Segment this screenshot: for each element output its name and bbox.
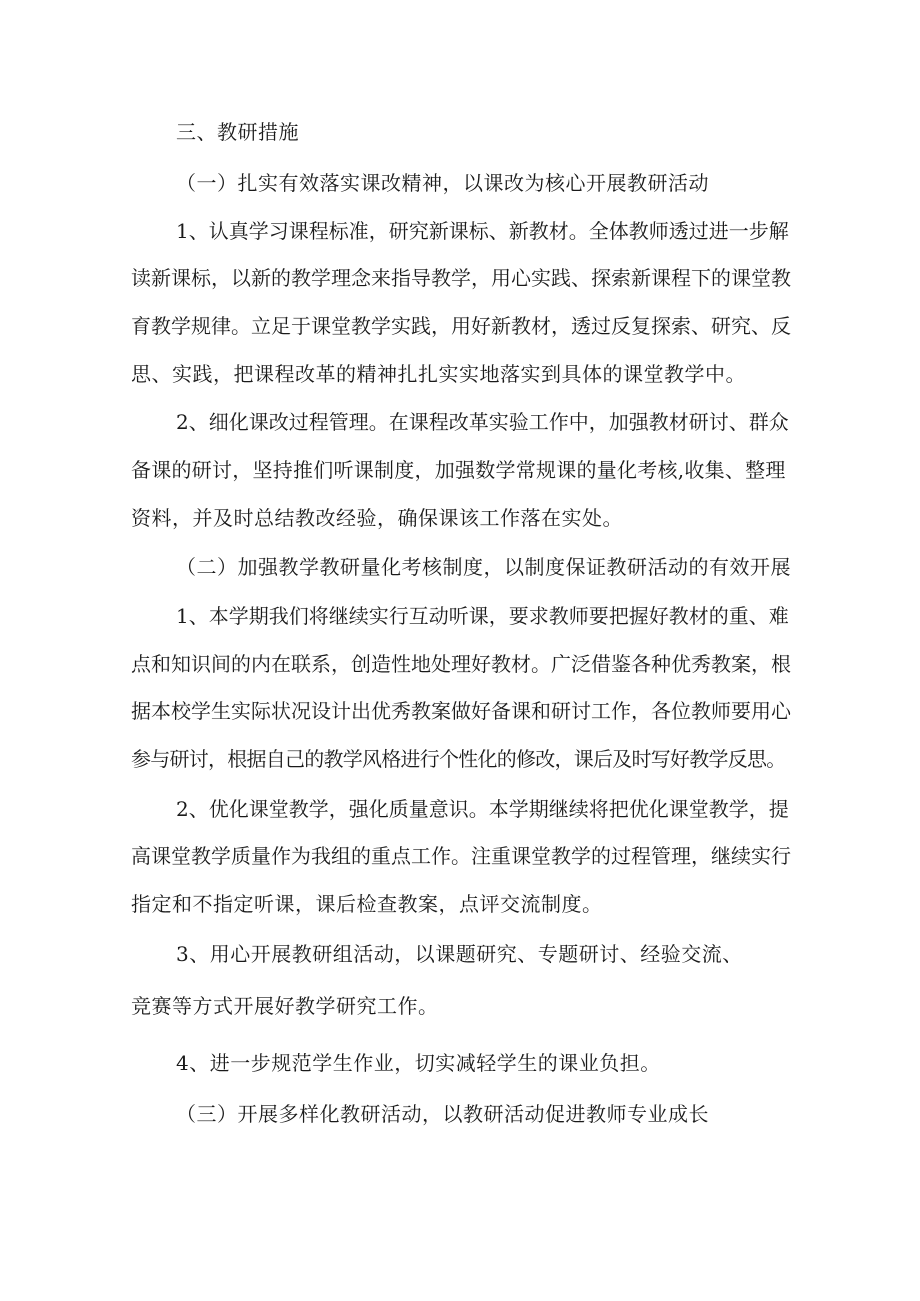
paragraph-line: 育教学规律。立足于课堂教学实践，用好新教材，透过反复探索、研究、反 xyxy=(131,314,791,338)
paragraph-line: 资料，并及时总结教改经验，确保课该工作落在实处。 xyxy=(131,506,623,530)
paragraph-line: 竞赛等方式开展好教学研究工作。 xyxy=(131,994,439,1018)
paragraph-line: 3、用心开展教研组活动，以课题研究、专题研讨、经验交流、 xyxy=(176,942,743,966)
paragraph-line: 1、认真学习课程标准，研究新课标、新教材。全体教师透过进一步解 xyxy=(176,219,789,243)
paragraph-line: 1、本学期我们将继续实行互动听课，要求教师要把握好教材的重、难 xyxy=(176,604,789,628)
subsection-heading: （二）加强教学教研量化考核制度，以制度保证教研活动的有效开展 xyxy=(176,555,791,579)
paragraph-line: 4、进一步规范学生作业，切实减轻学生的课业负担。 xyxy=(176,1051,661,1075)
paragraph-line: 指定和不指定听课，课后检查教案，点评交流制度。 xyxy=(131,892,603,916)
paragraph-line: 读新课标，以新的教学理念来指导教学，用心实践、探索新课程下的课堂教 xyxy=(131,266,791,290)
paragraph-line: 据本校学生实际状况设计出优秀教案做好备课和研讨工作，各位教师要用心 xyxy=(131,699,791,723)
subsection-heading: （三）开展多样化教研活动，以教研活动促进教师专业成长 xyxy=(176,1102,709,1126)
paragraph-line: 点和知识间的内在联系，创造性地处理好教材。广泛借鉴各种优秀教案，根 xyxy=(131,652,791,676)
paragraph-line: 高课堂教学质量作为我组的重点工作。注重课堂教学的过程管理，继续实行 xyxy=(131,844,791,868)
paragraph-line: 参与研讨，根据自己的教学风格进行个性化的修改，课后及时写好教学反思。 xyxy=(131,747,786,771)
paragraph-line: 备课的研讨，坚持推们听课制度，加强数学常规课的量化考核,收集、整理 xyxy=(131,458,786,482)
subsection-heading: （一）扎实有效落实课改精神，以课改为核心开展教研活动 xyxy=(176,171,709,195)
paragraph-line: 2、细化课改过程管理。在课程改革实验工作中，加强教材研讨、群众 xyxy=(176,410,789,434)
section-heading: 三、教研措施 xyxy=(176,120,299,144)
paragraph-line: 思、实践，把课程改革的精神扎扎实实地落实到具体的课堂教学中。 xyxy=(131,362,746,386)
paragraph-line: 2、优化课堂教学，强化质量意识。本学期继续将把优化课堂教学，提 xyxy=(176,797,789,821)
